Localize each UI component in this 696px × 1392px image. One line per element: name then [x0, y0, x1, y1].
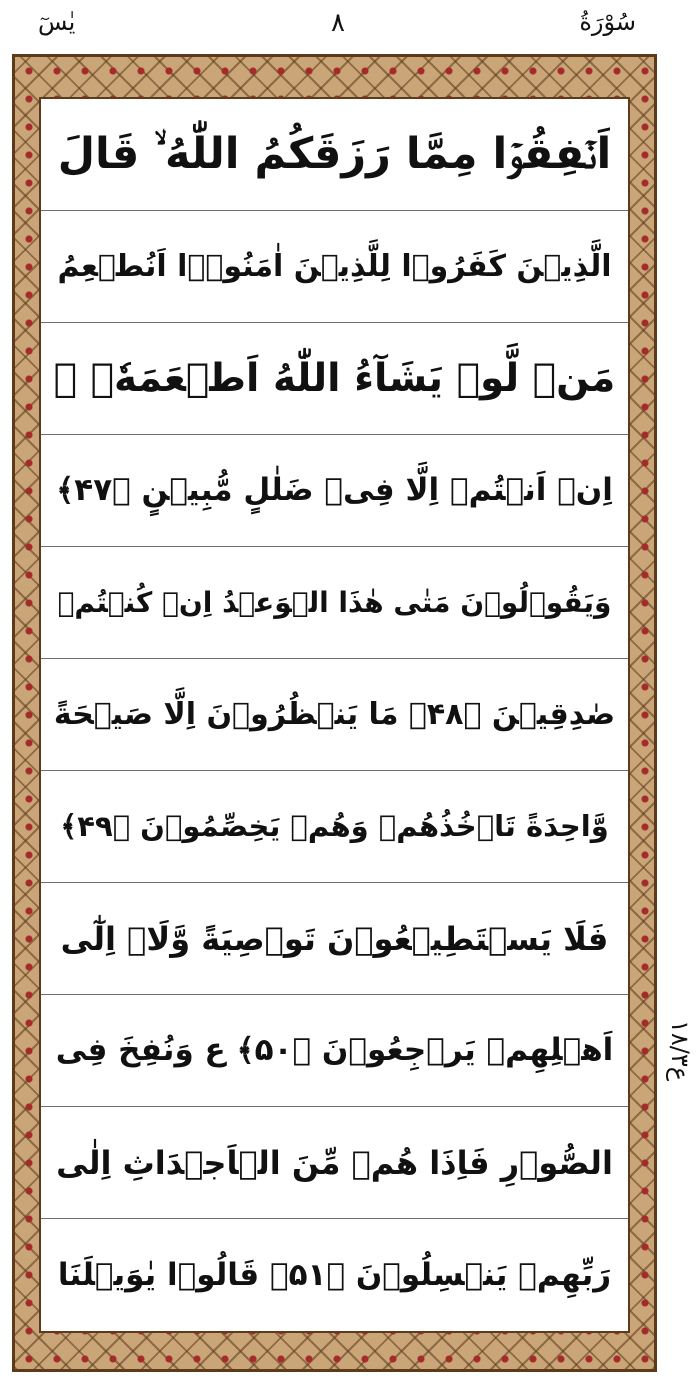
page-number: ٨ — [331, 8, 345, 38]
verse-text: وَيَقُوۡلُوۡنَ مَتٰى هٰذَا الۡوَعۡدُ اِنۡ كُنۡتُمۡ — [57, 585, 612, 619]
text-line-9 — [41, 995, 628, 1107]
page-header — [0, 0, 696, 54]
verse-text: اِنۡ اَنۡتُمۡ اِلَّا فِىۡ ضَلٰلٍ مُّبِيۡنٍ ﴿۴۷﴾ — [56, 472, 613, 508]
verse-text: فَلَا يَسۡتَطِيۡعُوۡنَ تَوۡصِيَةً وَّلَاۤ اِلٰٓى — [60, 919, 609, 958]
text-line-11 — [41, 1219, 628, 1331]
ruku-margin-marker: ع١٨/٣ — [666, 1020, 694, 1082]
text-line-3 — [41, 323, 628, 435]
verse-text: رَبِّهِمۡ يَنۡسِلُوۡنَ ﴿۵۱﴾ قَالُوۡا يٰوَيۡلَنَا — [57, 1256, 612, 1293]
ornamental-border — [12, 54, 657, 1372]
text-page[interactable] — [39, 97, 630, 1333]
verse-text: الَّذِيۡنَ كَفَرُوۡا لِلَّذِيۡنَ اٰمَنُوۡۤا اَنُطۡعِمُ — [57, 248, 612, 284]
verse-text: اَنۡفِقُوۡا مِمَّا رَزَقَكُمُ اللّٰهُ ۙ قَالَ — [57, 129, 612, 179]
text-line-6 — [41, 659, 628, 771]
verse-text: الصُّوۡرِ فَاِذَا هُمۡ مِّنَ الۡاَجۡدَاثِ اِلٰى — [56, 1143, 613, 1182]
surah-name: يٰسٓ — [38, 8, 76, 36]
text-line-2 — [41, 211, 628, 323]
text-line-8 — [41, 883, 628, 995]
verse-text: صٰدِقِيۡنَ ﴿۴۸﴾ مَا يَنۡظُرُوۡنَ اِلَّا صَيۡحَةً — [53, 696, 616, 732]
verse-text: اَهۡلِهِمۡ يَرۡجِعُوۡنَ ﴿۵۰﴾ ع وَنُفِخَ فِى — [55, 1032, 614, 1068]
surah-label: سُوْرَةُ — [579, 8, 636, 36]
text-line-4 — [41, 435, 628, 547]
text-line-1 — [41, 99, 628, 211]
text-line-7 — [41, 771, 628, 883]
verse-text: مَنۡ لَّوۡ يَشَآءُ اللّٰهُ اَطۡعَمَهٗۤ ۖ — [53, 356, 616, 401]
verse-text: وَّاحِدَةً تَاۡخُذُهُمۡ وَهُمۡ يَخِصِّمُوۡنَ ﴿۴۹﴾ — [60, 809, 609, 843]
text-line-10 — [41, 1107, 628, 1219]
text-line-5 — [41, 547, 628, 659]
